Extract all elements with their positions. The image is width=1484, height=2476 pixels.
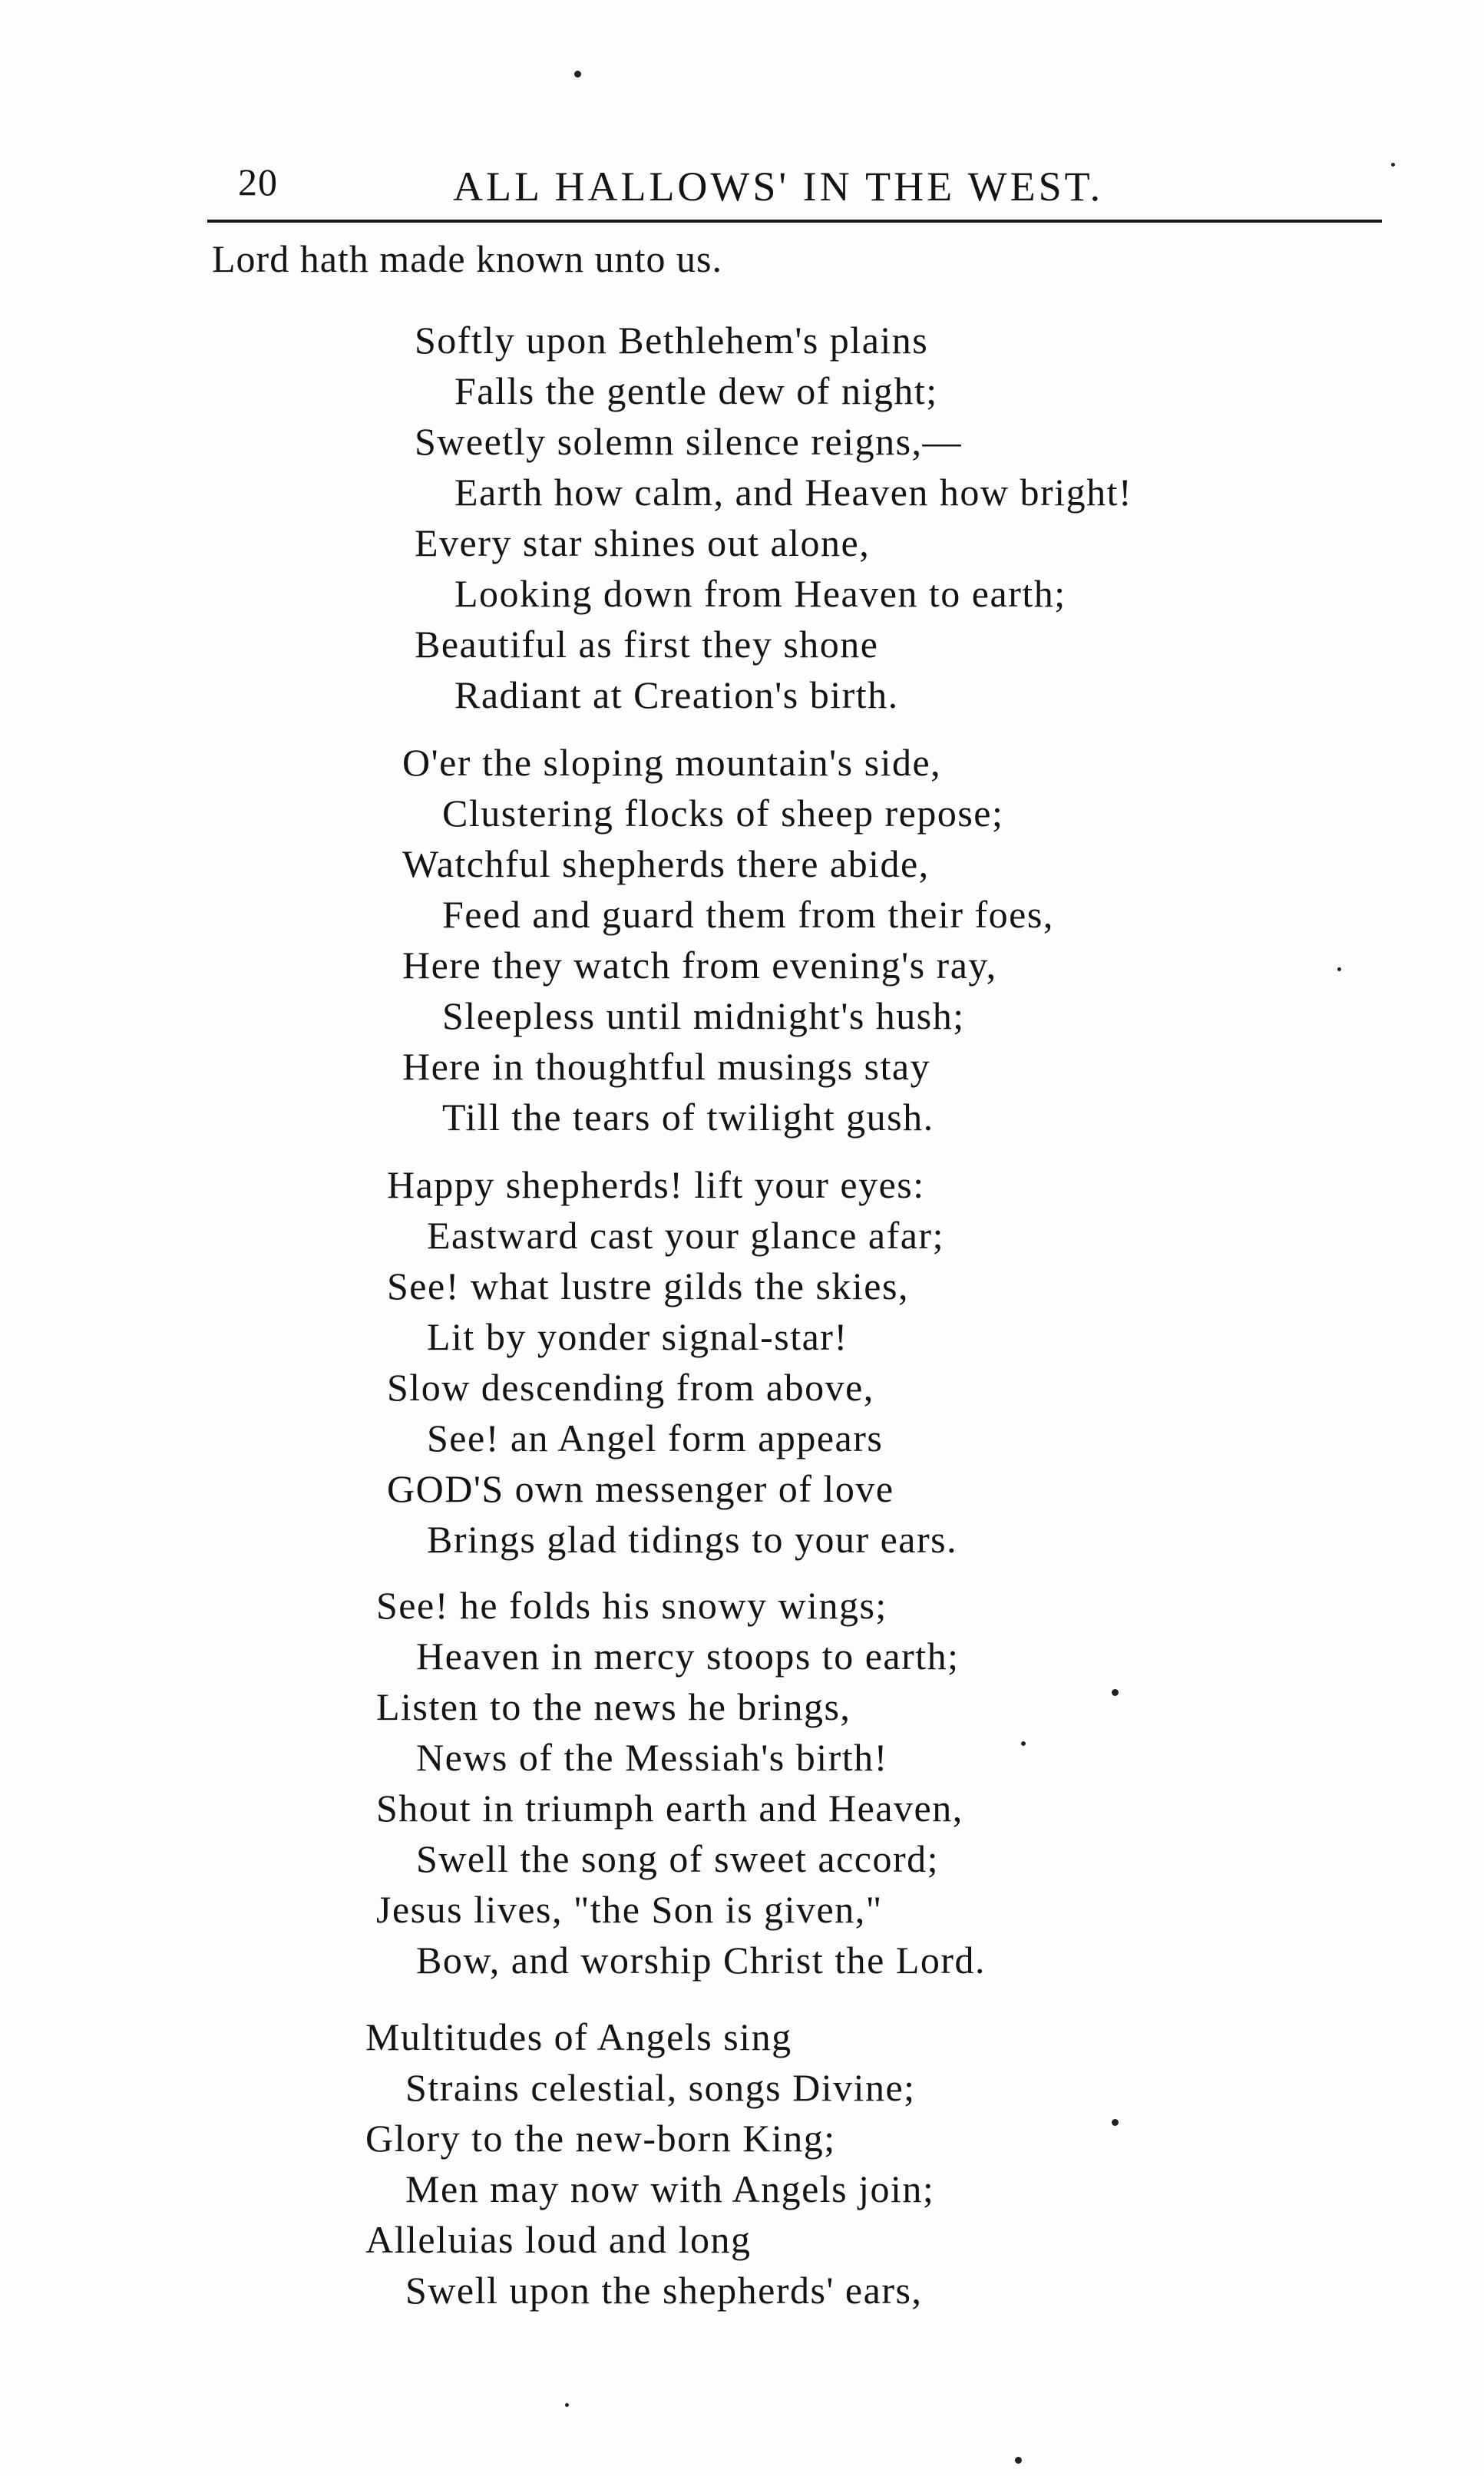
poem-line: Earth how calm, and Heaven how bright! [454, 471, 1133, 514]
stanza-2 [402, 737, 1054, 1142]
poem-line: Men may now with Angels join; [405, 2167, 935, 2210]
poem-line: Falls the gentle dew of night; [454, 369, 938, 412]
poem-line: Here they watch from evening's ray, [402, 944, 997, 987]
poem-line: See! he folds his snowy wings; [376, 1584, 887, 1627]
poem-line: Lit by yonder signal-star! [427, 1315, 848, 1358]
scan-speck [1021, 1741, 1026, 1746]
poem-line: Alleluias loud and long [365, 2218, 752, 2261]
running-head: ALL HALLOWS' IN THE WEST. [453, 164, 1104, 210]
scan-speck [574, 71, 581, 78]
poem-line: See! an Angel form appears [427, 1417, 884, 1459]
poem-line: Happy shepherds! lift your eyes: [387, 1163, 925, 1206]
poem-line: Watchful shepherds there abide, [402, 842, 930, 885]
stanza-1 [415, 315, 1132, 720]
poem-line: Heaven in mercy stoops to earth; [416, 1635, 960, 1678]
intro-line: Lord hath made known unto us. [212, 237, 723, 280]
poem-line: Here in thoughtful musings stay [402, 1045, 931, 1088]
poem-line: See! what lustre gilds the skies, [387, 1264, 909, 1307]
stanza-5 [365, 2012, 934, 2316]
stanza-3 [387, 1159, 957, 1565]
poem-line: Listen to the news he brings, [376, 1685, 851, 1728]
poem-line: Glory to the new-born King; [365, 2117, 836, 2160]
scan-speck [1112, 1689, 1119, 1696]
poem-line: Softly upon Bethlehem's plains [415, 319, 929, 362]
poem-line: Shout in triumph earth and Heaven, [376, 1787, 963, 1830]
poem-line: Swell the song of sweet accord; [416, 1837, 940, 1880]
poem-line: Radiant at Creation's birth. [454, 673, 899, 716]
poem-line: Jesus lives, "the Son is given," [376, 1888, 883, 1931]
scan-speck [1015, 2457, 1022, 2464]
poem-line: Multitudes of Angels sing [365, 2015, 792, 2058]
poem-line: O'er the sloping mountain's side, [402, 741, 942, 784]
poem-line: Swell upon the shepherds' ears, [405, 2269, 923, 2312]
poem-line: Brings glad tidings to your ears. [427, 1518, 958, 1561]
poem-line: News of the Messiah's birth! [416, 1736, 888, 1779]
poem-line: GOD'S own messenger of love [387, 1467, 894, 1510]
scan-speck [1112, 2119, 1119, 2126]
scan-speck [1337, 967, 1341, 971]
poem-line: Slow descending from above, [387, 1366, 874, 1409]
poem-line: Sweetly solemn silence reigns,— [415, 420, 963, 463]
scan-speck [1391, 163, 1395, 167]
poem-line: Feed and guard them from their foes, [442, 893, 1054, 936]
poem-line: Till the tears of twilight gush. [442, 1096, 934, 1139]
page-header [207, 154, 1382, 223]
poem-line: Looking down from Heaven to earth; [454, 572, 1066, 615]
poem-line: Bow, and worship Christ the Lord. [416, 1939, 987, 1982]
poem-line: Strains celestial, songs Divine; [405, 2066, 916, 2109]
stanza-4 [376, 1580, 986, 1985]
page-number: 20 [238, 160, 278, 203]
poem-line: Beautiful as first they shone [415, 623, 879, 666]
poem-line: Sleepless until midnight's hush; [442, 994, 965, 1037]
poem-line: Eastward cast your glance afar; [427, 1214, 944, 1257]
poem-line: Every star shines out alone, [415, 521, 871, 564]
poem-line: Clustering flocks of sheep repose; [442, 792, 1004, 835]
scan-speck [565, 2403, 569, 2407]
